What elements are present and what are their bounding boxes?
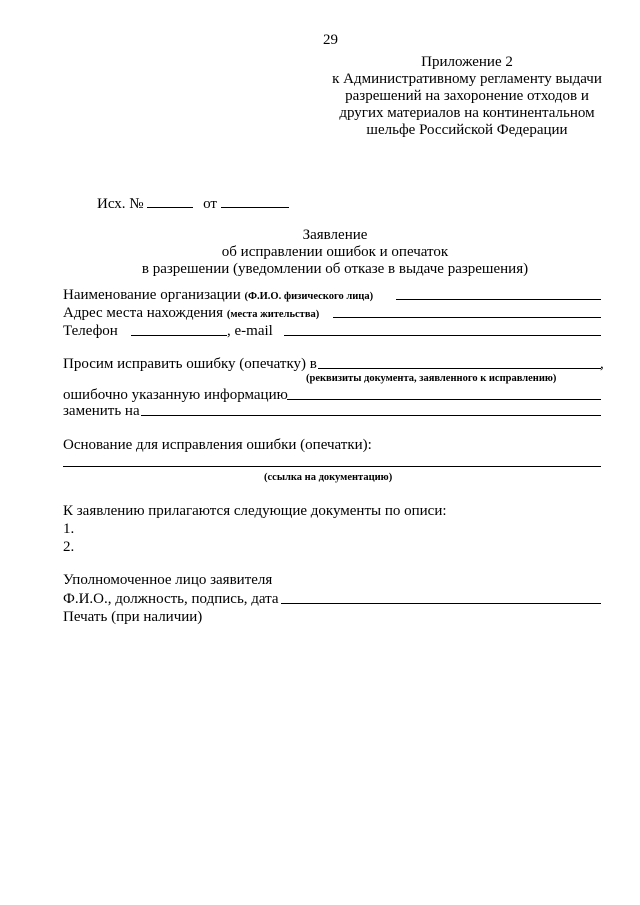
- authorized-person-label: Уполномоченное лицо заявителя: [63, 572, 273, 588]
- org-label: Наименование организации: [63, 287, 241, 303]
- signature-field[interactable]: [281, 603, 601, 604]
- email-field[interactable]: [284, 335, 601, 336]
- address-field[interactable]: [333, 317, 601, 318]
- outgoing-number-field[interactable]: [147, 206, 193, 208]
- address-row: [63, 305, 319, 322]
- title-line-2: об исправлении ошибок и опечаток: [221, 244, 449, 260]
- phone-label: Телефон: [63, 323, 118, 339]
- outgoing-number-label: Исх. №: [97, 196, 144, 212]
- org-note: (Ф.И.О. физического лица): [244, 291, 374, 302]
- fix-end: ,: [600, 356, 604, 372]
- appendix-line-4: других материалов на континентальном: [339, 105, 595, 121]
- appendix-line-3: разрешений на захоронение отходов и: [345, 88, 589, 104]
- wrong-info-field[interactable]: [287, 399, 601, 400]
- address-note: (места жительства): [226, 309, 320, 320]
- fix-label: Просим исправить ошибку (опечатку) в: [63, 356, 317, 372]
- email-label: , e-mail: [227, 323, 273, 339]
- appendix-line-2: к Административному регламенту выдачи: [332, 71, 602, 87]
- org-row: [63, 287, 373, 304]
- appendix-header: [318, 54, 616, 139]
- attachments-label: К заявлению прилагаются следующие документы по описи:: [63, 503, 447, 519]
- replace-label: заменить на: [63, 403, 140, 419]
- appendix-line-1: Приложение 2: [421, 54, 513, 70]
- attachment-item-2: 2.: [63, 539, 75, 555]
- attachment-item-1: 1.: [63, 521, 75, 537]
- outgoing-number-row: [97, 196, 289, 213]
- fix-document-field[interactable]: [318, 368, 601, 369]
- appendix-line-5: шельфе Российской Федерации: [366, 122, 568, 138]
- basis-label: Основание для исправления ошибки (опечатки):: [63, 437, 372, 453]
- replace-field[interactable]: [141, 415, 601, 416]
- outgoing-date-label: от: [203, 196, 217, 212]
- seal-label: Печать (при наличии): [63, 609, 203, 625]
- phone-field[interactable]: [131, 335, 227, 336]
- outgoing-date-field[interactable]: [221, 206, 289, 208]
- signature-details-label: Ф.И.О., должность, подпись, дата: [63, 591, 279, 607]
- title-line-3: в разрешении (уведомлении об отказе в выдаче разрешения): [141, 261, 529, 277]
- org-field[interactable]: [396, 299, 601, 300]
- page-number: 29: [323, 32, 338, 48]
- basis-field[interactable]: [63, 466, 601, 467]
- wrong-info-label: ошибочно указанную информацию: [63, 387, 288, 403]
- address-label: Адрес места нахождения: [63, 305, 224, 321]
- document-title: [100, 227, 570, 278]
- fix-note: (реквизиты документа, заявленного к исправлению): [306, 373, 557, 384]
- basis-note: (ссылка на документацию): [264, 472, 393, 483]
- title-line-1: Заявление: [302, 227, 368, 243]
